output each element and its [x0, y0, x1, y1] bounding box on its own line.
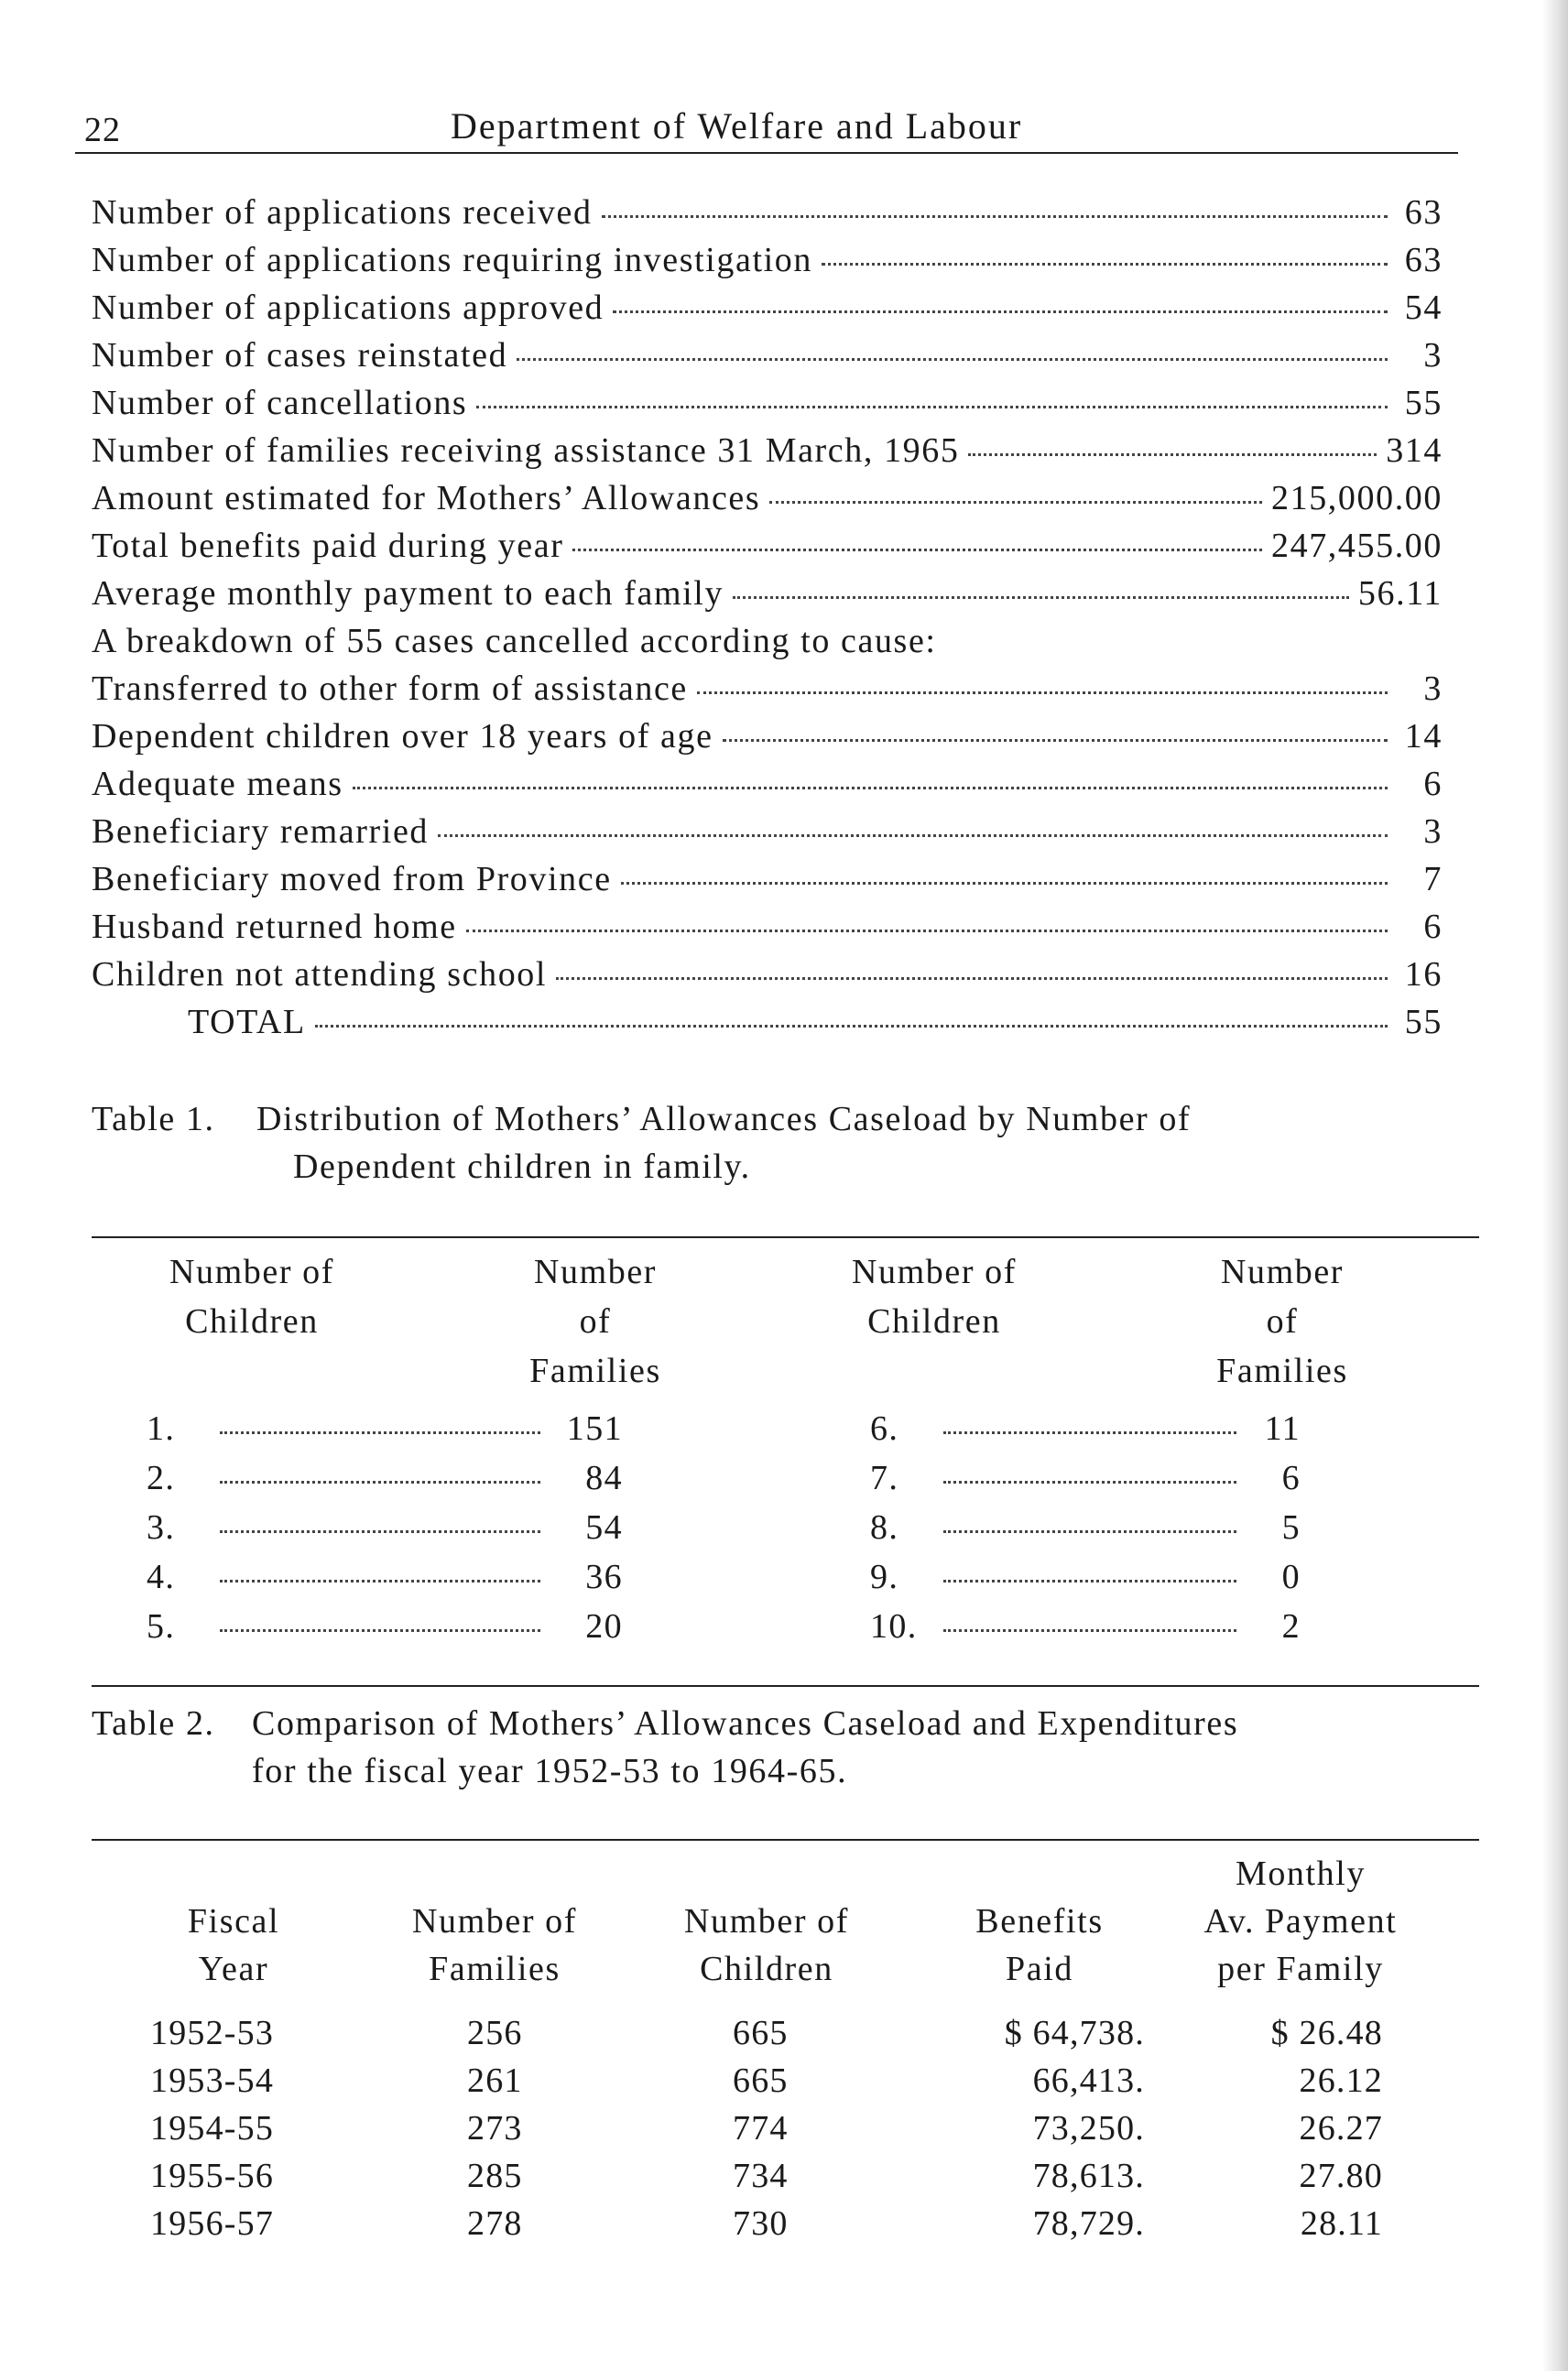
breakdown-row [92, 811, 1443, 859]
breakdown-value: 6 [1423, 908, 1443, 946]
table1-left-cell [147, 1408, 641, 1449]
table2-header-benefits [934, 1898, 1145, 1993]
breakdown-heading: A breakdown of 55 cases cancelled according to cause: [92, 622, 937, 660]
families-count: 2 [1281, 1607, 1301, 1646]
breakdown-row [92, 907, 1443, 954]
table2-header-families [380, 1898, 609, 1993]
header-line: Number of [851, 1253, 1018, 1291]
stat-row [92, 335, 1443, 383]
table1-header-children-left [142, 1247, 362, 1346]
table-row [137, 2013, 1438, 2061]
table1-left-cell [147, 1507, 641, 1548]
stat-value: 247,455.00 [1271, 527, 1443, 565]
header-line: Families [1216, 1352, 1348, 1390]
page-number: 22 [84, 111, 121, 149]
table-row [137, 2108, 1438, 2156]
table-row [137, 2156, 1438, 2203]
breakdown-row [92, 669, 1443, 716]
breakdown-total-value: 55 [1404, 1003, 1443, 1041]
stat-row [92, 478, 1443, 526]
breakdown-label: Dependent children over 18 years of age [92, 717, 713, 756]
stat-row [92, 430, 1443, 478]
families-count: 0 [1281, 1558, 1301, 1596]
breakdown-value: 6 [1423, 765, 1443, 803]
stat-label: Number of cases reinstated [92, 336, 508, 375]
page-header [75, 103, 1440, 158]
dot-leader [476, 402, 1388, 408]
dot-leader [220, 1428, 540, 1434]
children-cell: 774 [733, 2109, 789, 2148]
children-count: 8. [870, 1508, 899, 1547]
children-count: 6. [870, 1409, 899, 1448]
table1-left-cell [147, 1458, 641, 1498]
table1-right-cell [870, 1507, 1346, 1548]
table2-header-payment [1163, 1850, 1438, 1993]
stat-row [92, 192, 1443, 240]
families-count: 5 [1281, 1508, 1301, 1547]
stat-label: Total benefits paid during year [92, 527, 564, 565]
families-count: 36 [585, 1558, 623, 1596]
families-count: 84 [585, 1459, 623, 1497]
stat-row [92, 573, 1443, 621]
table1-left-cell [147, 1606, 641, 1647]
header-line: Families [429, 1950, 561, 1988]
table2-caption-line2: for the fiscal year 1952-53 to 1964-65. [252, 1752, 848, 1790]
stat-row [92, 383, 1443, 430]
dot-leader [723, 735, 1388, 742]
families-count: 20 [585, 1607, 623, 1646]
dot-leader [822, 259, 1388, 266]
table1-right-cell [870, 1606, 1346, 1647]
scan-edge-shadow [1542, 0, 1568, 2371]
fiscal-year-cell: 1956-57 [150, 2204, 275, 2243]
dot-leader [968, 450, 1377, 456]
header-line: Monthly [1235, 1854, 1367, 1893]
dot-leader [220, 1527, 540, 1533]
families-count: 6 [1281, 1459, 1301, 1497]
dot-leader [943, 1527, 1236, 1533]
table1-right-cell [870, 1458, 1346, 1498]
table-row [137, 1606, 1310, 1656]
stat-value: 3 [1423, 336, 1443, 375]
children-count: 2. [147, 1459, 176, 1497]
stat-label: Average monthly payment to each family [92, 574, 724, 613]
breakdown-heading-row [92, 621, 1443, 669]
table1-caption-line2: Dependent children in family. [293, 1147, 751, 1186]
header-rule [75, 152, 1458, 154]
table1-caption [92, 1095, 1447, 1191]
header-line: Paid [1006, 1950, 1073, 1988]
breakdown-label: Husband returned home [92, 908, 457, 946]
fiscal-year-cell: 1954-55 [150, 2109, 275, 2148]
table2-caption-line1: Comparison of Mothers’ Allowances Caseload and Expenditures [252, 1704, 1239, 1743]
header-line: Number [1220, 1253, 1345, 1291]
header-line: Children [185, 1302, 319, 1341]
breakdown-value: 3 [1423, 669, 1443, 708]
dot-leader [517, 354, 1388, 361]
children-count: 10. [870, 1607, 918, 1646]
stat-row [92, 288, 1443, 335]
payment-cell: $ 26.48 [1270, 2014, 1383, 2052]
benefits-cell: 78,613. [1032, 2157, 1145, 2195]
table-row [137, 1408, 1310, 1458]
dot-leader [315, 1021, 1388, 1028]
dot-leader [353, 783, 1388, 789]
table2-header-children [652, 1898, 881, 1993]
header-line: per Family [1217, 1950, 1384, 1988]
stat-label: Number of applications approved [92, 288, 604, 327]
stat-row [92, 240, 1443, 288]
table-row [137, 1557, 1310, 1606]
payment-cell: 27.80 [1299, 2157, 1383, 2195]
stat-value: 314 [1386, 431, 1443, 470]
table1-header-children-right [824, 1247, 1044, 1346]
breakdown-label: Adequate means [92, 765, 343, 803]
dot-leader [943, 1428, 1236, 1434]
breakdown-value: 3 [1423, 812, 1443, 851]
benefits-cell: $ 64,738. [1004, 2014, 1145, 2052]
stat-value: 56.11 [1357, 574, 1443, 613]
dot-leader [556, 973, 1388, 980]
dot-leader [466, 926, 1388, 932]
table1-header-families-left [485, 1247, 705, 1396]
breakdown-row [92, 859, 1443, 907]
children-count: 7. [870, 1459, 899, 1497]
dot-leader [943, 1576, 1236, 1582]
header-line: Benefits [975, 1902, 1104, 1941]
breakdown-row [92, 764, 1443, 811]
header-line: Children [700, 1950, 833, 1988]
children-count: 9. [870, 1558, 899, 1596]
stat-value: 54 [1404, 288, 1443, 327]
families-cell: 256 [467, 2014, 523, 2052]
header-line: Number of [411, 1902, 578, 1941]
stat-label: Number of applications received [92, 193, 593, 232]
children-cell: 665 [733, 2014, 789, 2052]
header-line: of [1266, 1302, 1299, 1341]
table1-left-cell [147, 1557, 641, 1597]
breakdown-total-row [92, 1002, 1443, 1050]
dot-leader [438, 831, 1388, 837]
table2-caption [92, 1700, 1465, 1795]
children-count: 1. [147, 1409, 176, 1448]
header-line: Number [533, 1253, 658, 1291]
fiscal-year-cell: 1953-54 [150, 2061, 275, 2100]
stat-label: Amount estimated for Mothers’ Allowances [92, 479, 761, 517]
breakdown-label: Beneficiary moved from Province [92, 860, 612, 898]
breakdown-label: Transferred to other form of assistance [92, 669, 688, 708]
families-count: 11 [1264, 1409, 1301, 1448]
fiscal-year-cell: 1955-56 [150, 2157, 275, 2195]
stat-label: Number of cancellations [92, 384, 468, 422]
families-count: 54 [585, 1508, 623, 1547]
breakdown-value: 16 [1404, 955, 1443, 994]
table-row [137, 2203, 1438, 2251]
breakdown-value: 7 [1423, 860, 1443, 898]
fiscal-year-cell: 1952-53 [150, 2014, 275, 2052]
table1-right-cell [870, 1408, 1346, 1449]
table1-right-cell [870, 1557, 1346, 1597]
header-line: Av. Payment [1203, 1902, 1398, 1941]
header-line: Year [198, 1950, 269, 1988]
header-line: Number of [169, 1253, 335, 1291]
benefits-cell: 78,729. [1032, 2204, 1145, 2243]
dot-leader [220, 1626, 540, 1632]
children-cell: 734 [733, 2157, 789, 2195]
children-cell: 665 [733, 2061, 789, 2100]
table2-top-rule [92, 1839, 1479, 1841]
stat-value: 63 [1404, 241, 1443, 279]
table-row [137, 1458, 1310, 1507]
families-cell: 273 [467, 2109, 523, 2148]
stat-value: 55 [1404, 384, 1443, 422]
dot-leader [572, 545, 1262, 551]
dot-leader [621, 878, 1388, 885]
table-row [137, 1507, 1310, 1557]
dot-leader [943, 1626, 1236, 1632]
children-cell: 730 [733, 2204, 789, 2243]
table1-header-families-right [1172, 1247, 1392, 1396]
dot-leader [943, 1477, 1236, 1484]
table1-bottom-rule [92, 1685, 1479, 1687]
breakdown-label: Children not attending school [92, 955, 548, 994]
header-line: Families [529, 1352, 661, 1390]
header-line: Number of [683, 1902, 850, 1941]
stat-label: Number of applications requiring investigation [92, 241, 812, 279]
table1-caption-line1: Distribution of Mothers’ Allowances Caseload by Number of [256, 1100, 1192, 1138]
breakdown-row [92, 716, 1443, 764]
benefits-cell: 66,413. [1032, 2061, 1145, 2100]
families-cell: 285 [467, 2157, 523, 2195]
children-count: 5. [147, 1607, 176, 1646]
running-head: Department of Welfare and Labour [451, 105, 1023, 147]
breakdown-row [92, 954, 1443, 1002]
payment-cell: 26.12 [1299, 2061, 1383, 2100]
children-count: 4. [147, 1558, 176, 1596]
table-row [137, 2061, 1438, 2108]
dot-leader [697, 688, 1388, 694]
table2-caption-lead: Table 2. [92, 1704, 215, 1743]
payment-cell: 28.11 [1300, 2204, 1383, 2243]
dot-leader [602, 212, 1388, 218]
stat-row [92, 526, 1443, 573]
children-count: 3. [147, 1508, 176, 1547]
table1-top-rule [92, 1236, 1479, 1238]
families-cell: 278 [467, 2204, 523, 2243]
benefits-cell: 73,250. [1032, 2109, 1145, 2148]
header-line: Children [867, 1302, 1001, 1341]
dot-leader [769, 497, 1262, 504]
breakdown-value: 14 [1404, 717, 1443, 756]
families-count: 151 [566, 1409, 623, 1448]
statistics-list [92, 192, 1443, 1050]
families-cell: 261 [467, 2061, 523, 2100]
breakdown-total-label: TOTAL [188, 1003, 306, 1041]
breakdown-label: Beneficiary remarried [92, 812, 430, 851]
stat-label: Number of families receiving assistance 31 March, 1965 [92, 431, 960, 470]
header-line: of [579, 1302, 612, 1341]
stat-value: 215,000.00 [1271, 479, 1443, 517]
table2-header-fiscal-year [133, 1898, 334, 1993]
dot-leader [733, 593, 1349, 599]
dot-leader [220, 1576, 540, 1582]
table1-caption-lead: Table 1. [92, 1100, 215, 1138]
payment-cell: 26.27 [1299, 2109, 1383, 2148]
dot-leader [613, 307, 1388, 313]
stat-value: 63 [1404, 193, 1443, 232]
dot-leader [220, 1477, 540, 1484]
header-line: Fiscal [187, 1902, 280, 1941]
